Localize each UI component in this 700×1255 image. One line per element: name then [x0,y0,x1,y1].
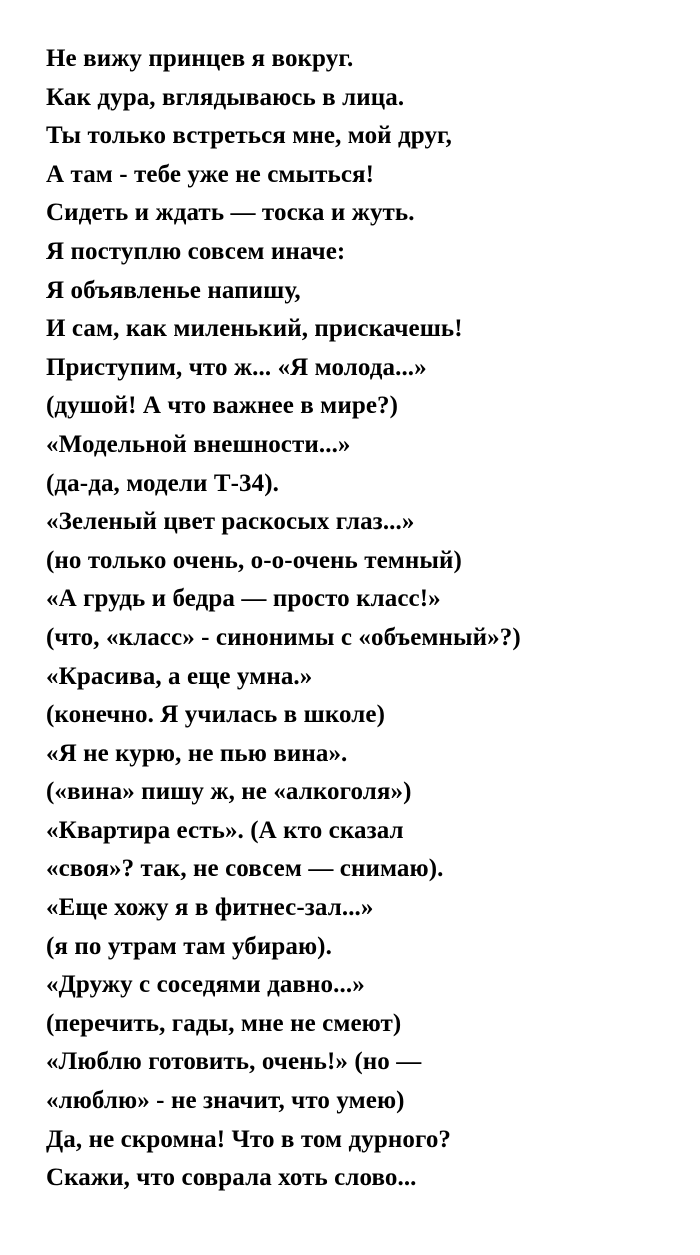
poem-line: «Люблю готовить, очень!» (но — [46,1048,422,1076]
poem-line: И сам, как миленький, прискачешь! [46,315,463,343]
poem-line: «Дружу с соседями давно...» [46,971,365,999]
poem-line: «Я не курю, не пью вина». [46,739,348,767]
poem-line: «Зеленый цвет раскосых глаз...» [46,508,415,536]
poem-line: «А грудь и бедра — просто класс!» [46,585,441,613]
poem-line: «своя»? так, не совсем — снимаю). [46,855,444,883]
poem-line: Не вижу принцев я вокруг. [46,45,354,72]
poem-line: (душой! А что важнее в мире?) [46,392,399,420]
poem-line: «Модельной внешности...» [46,430,351,458]
poem-line: («вина» пишу ж, не «алкоголя») [46,778,412,806]
poem-line: (что, «класс» - синонимы с «объемный»?) [46,623,521,651]
poem-line: «люблю» - не значит, что умею) [46,1087,405,1115]
poem-line: (я по утрам там убираю). [46,932,332,960]
poem-line: Да, не скромна! Что в том дурного? [46,1125,452,1153]
poem-line: Сидеть и ждать — тоска и жуть. [46,199,415,227]
poem-line: Скажи, что соврала хоть слово... [46,1164,417,1192]
poem-line: Я объявленье напишу, [46,276,301,304]
poem-line: «Еще хожу я в фитнес-зал...» [46,894,374,922]
poem-line: (но только очень, о-о-очень темный) [46,546,462,574]
poem-line: Я поступлю совсем иначе: [46,237,346,265]
poem-line: (да-да, модели Т-34). [46,469,280,497]
poem-line: Как дура, вглядываюсь в лица. [46,83,405,111]
poem-text [46,40,686,1198]
poem-line: (перечить, гады, мне не смеют) [46,1009,402,1037]
poem-line: Приступим, что ж... «Я молода...» [46,353,427,381]
poem-line: (конечно. Я училась в школе) [46,701,386,729]
poem-line: А там - тебе уже не смыться! [46,160,375,188]
poem-line: «Красива, а еще умна.» [46,662,313,690]
poem-line: Ты только встреться мне, мой друг, [46,122,453,150]
poem-line: «Квартира есть». (А кто сказал [46,816,404,844]
